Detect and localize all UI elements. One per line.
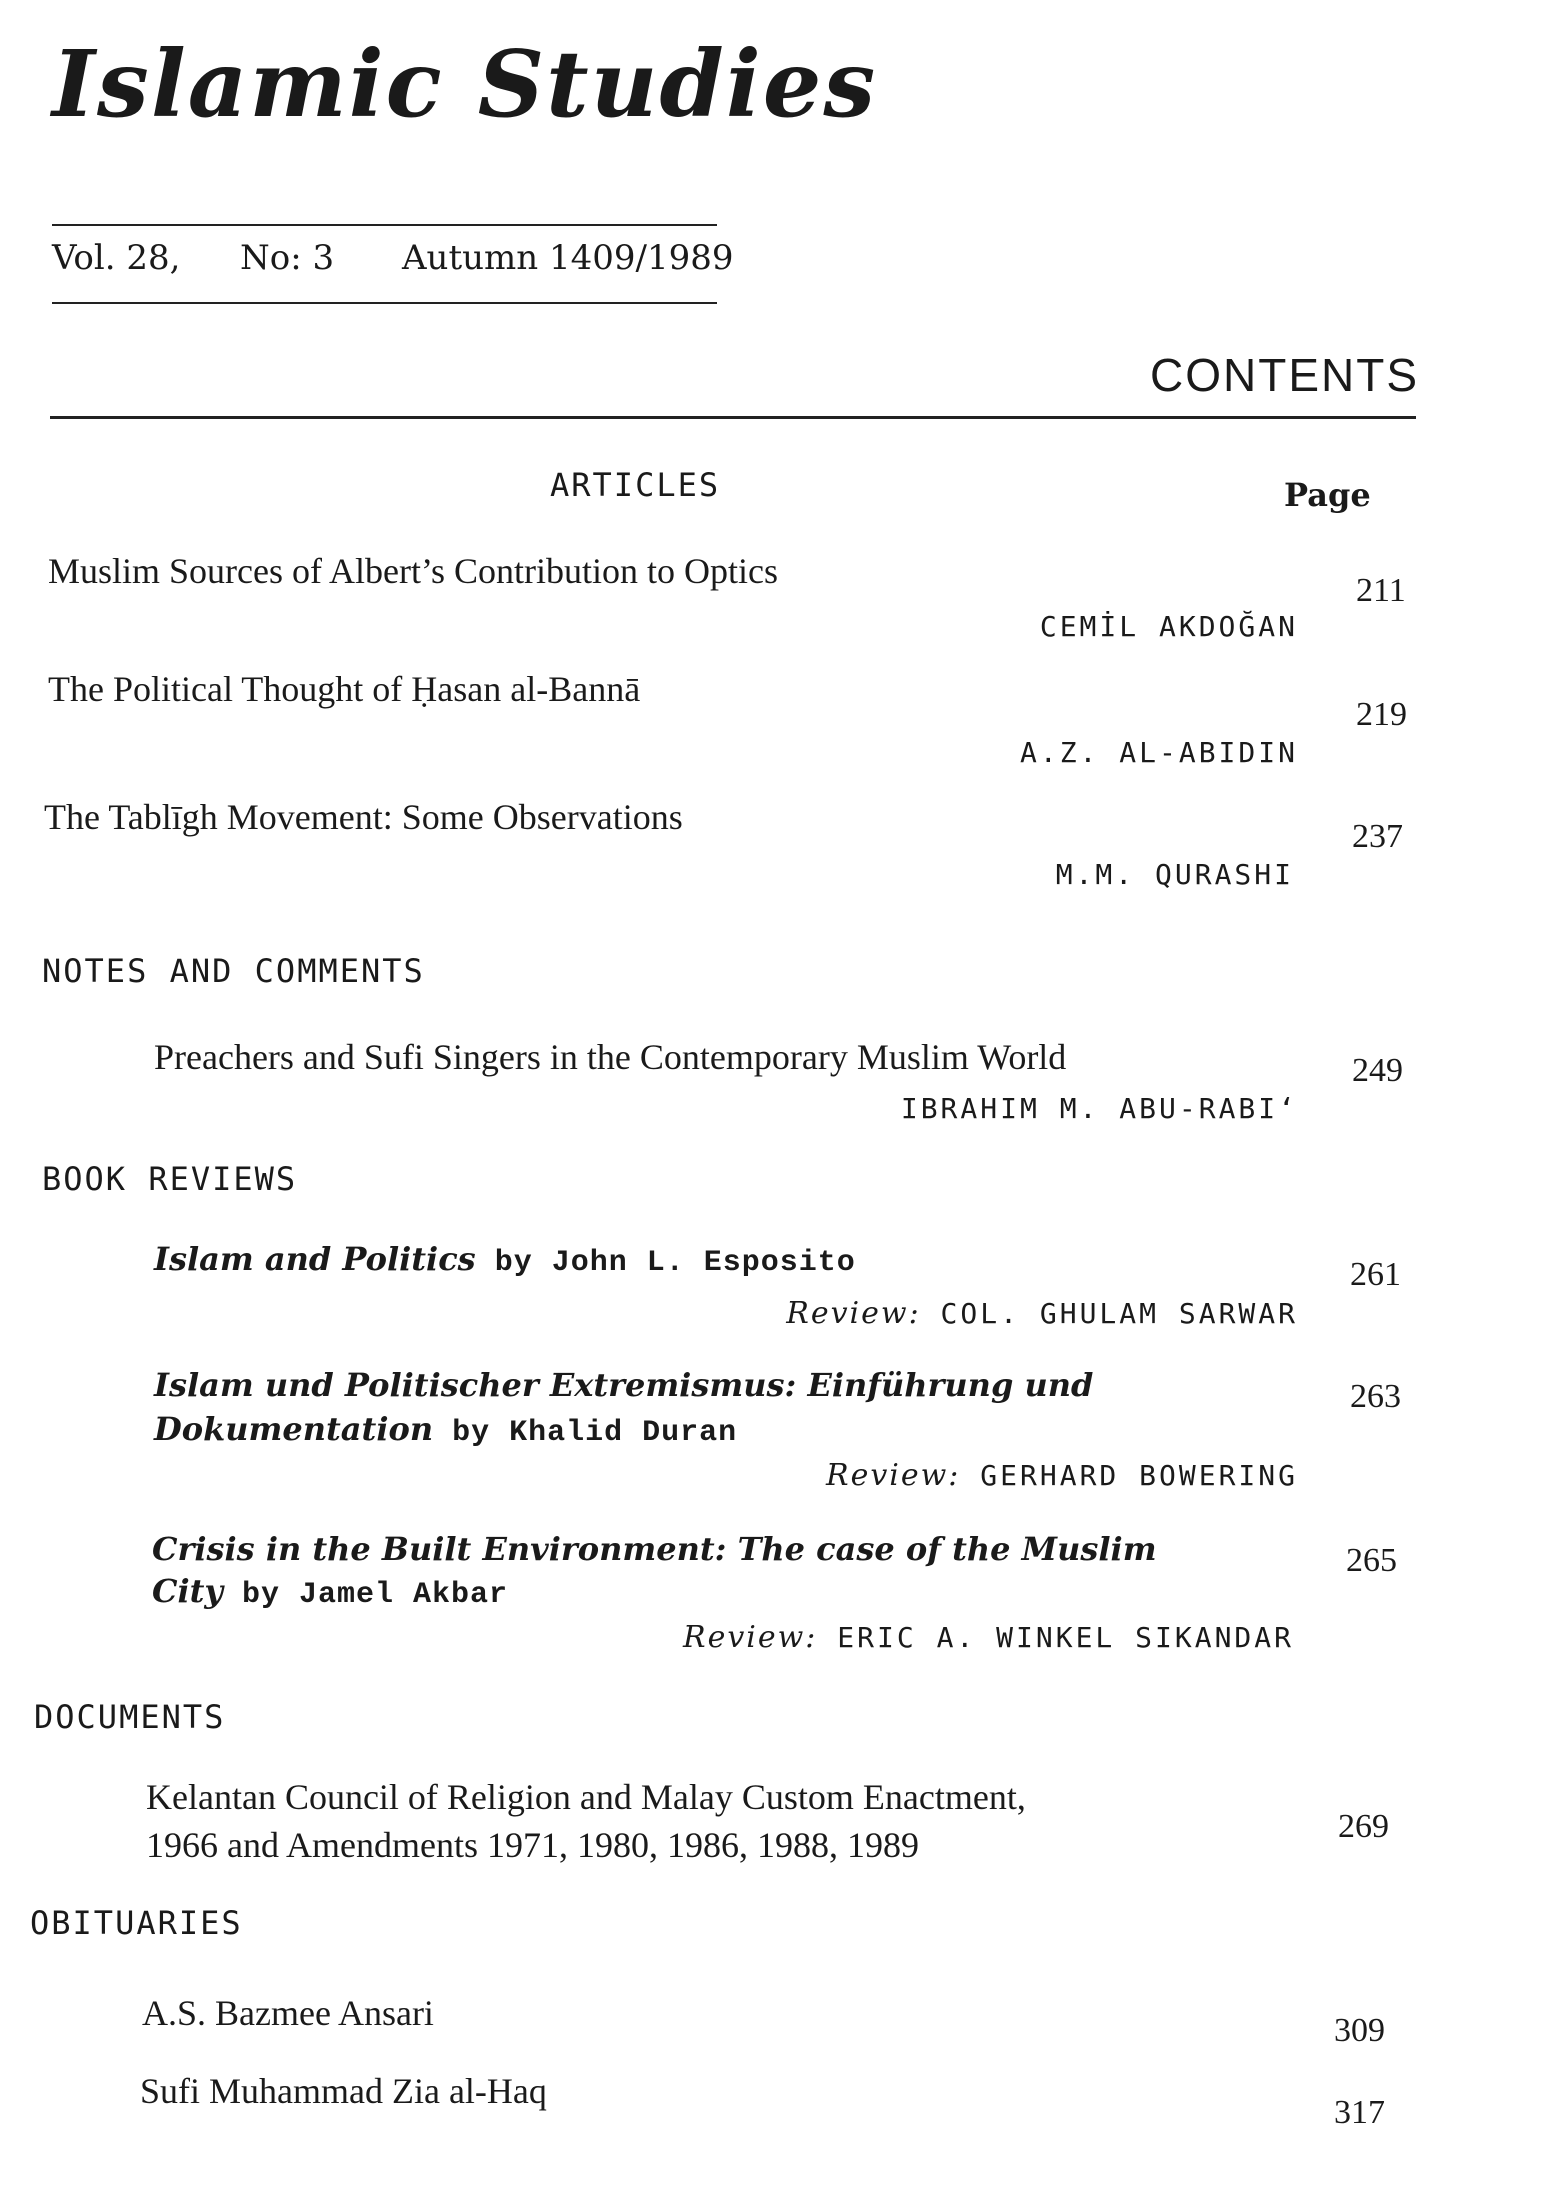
review-entry[interactable] — [152, 1530, 1157, 1570]
article-title[interactable]: Muslim Sources of Albert’s Contribution to Optics — [48, 551, 778, 591]
review-entry-continued[interactable] — [154, 1410, 737, 1450]
page-number: 211 — [1356, 572, 1406, 609]
divider — [50, 416, 1416, 419]
document-title[interactable]: Kelantan Council of Religion and Malay Custom Enactment, — [146, 1777, 1026, 1817]
note-author: IBRAHIM M. ABU-RABIʻ — [900, 1092, 1298, 1125]
book-title: Crisis in the Built Environment: The case of the Muslim — [152, 1530, 1157, 1568]
review-entry[interactable] — [154, 1366, 1093, 1406]
page-column-header: Page — [1284, 476, 1371, 514]
book-title: Islam und Politischer Extremismus: Einführung und — [154, 1366, 1094, 1404]
book-title: City — [152, 1572, 223, 1610]
issue-number: No: 3 — [240, 238, 335, 278]
page-number: 237 — [1352, 818, 1403, 855]
reviewer: ERIC A. WINKEL SIKANDAR — [817, 1621, 1294, 1654]
page-number: 265 — [1346, 1542, 1397, 1579]
page-number: 269 — [1338, 1808, 1389, 1845]
book-author: by Khalid Duran — [433, 1416, 738, 1450]
review-credit — [786, 1296, 1298, 1331]
page-number: 249 — [1352, 1052, 1403, 1089]
article-title[interactable]: The Political Thought of Ḥasan al-Bannā — [48, 669, 641, 709]
section-documents: DOCUMENTS — [34, 1698, 226, 1736]
review-label: Review: — [786, 1296, 921, 1331]
obituary-name[interactable]: A.S. Bazmee Ansari — [142, 1993, 434, 2033]
book-title: Dokumentation — [154, 1410, 434, 1448]
review-entry-continued[interactable] — [152, 1572, 508, 1612]
page-number: 261 — [1350, 1256, 1401, 1293]
article-author: CEMİL AKDOĞAN — [1039, 610, 1298, 643]
divider — [52, 224, 717, 226]
page-number: 317 — [1334, 2094, 1385, 2131]
review-entry[interactable] — [154, 1240, 856, 1280]
article-author: A.Z. AL-ABIDIN — [1019, 736, 1298, 769]
book-author: by Jamel Akbar — [223, 1578, 509, 1612]
reviewer: GERHARD BOWERING — [960, 1459, 1298, 1492]
page-number: 263 — [1350, 1378, 1401, 1415]
review-label: Review: — [682, 1620, 818, 1655]
section-obituaries: OBITUARIES — [30, 1904, 243, 1942]
document-title-continued[interactable]: 1966 and Amendments 1971, 1980, 1986, 1988, 1989 — [146, 1825, 919, 1865]
book-author: by John L. Esposito — [475, 1246, 856, 1280]
section-notes-and-comments: NOTES AND COMMENTS — [42, 952, 425, 990]
book-title: Islam and Politics — [154, 1240, 476, 1278]
journal-logo: Islamic Studies — [52, 30, 878, 138]
contents-heading: CONTENTS — [1150, 349, 1419, 401]
section-articles: ARTICLES — [550, 466, 721, 504]
divider — [52, 302, 717, 304]
article-title[interactable]: The Tablīgh Movement: Some Observations — [44, 797, 683, 837]
volume: Vol. 28, — [52, 238, 181, 278]
article-author: M.M. QURASHI — [1055, 858, 1294, 891]
page-number: 309 — [1334, 2012, 1385, 2049]
note-title[interactable]: Preachers and Sufi Singers in the Contemporary Muslim World — [154, 1037, 1067, 1077]
review-credit — [826, 1458, 1298, 1493]
section-book-reviews: BOOK REVIEWS — [42, 1160, 298, 1198]
issue-season: Autumn 1409/1989 — [402, 238, 734, 278]
review-label: Review: — [825, 1458, 961, 1493]
reviewer: COL. GHULAM SARWAR — [920, 1297, 1298, 1330]
review-credit — [683, 1620, 1294, 1655]
obituary-name[interactable]: Sufi Muhammad Zia al-Haq — [140, 2071, 547, 2111]
page-number: 219 — [1356, 696, 1407, 733]
